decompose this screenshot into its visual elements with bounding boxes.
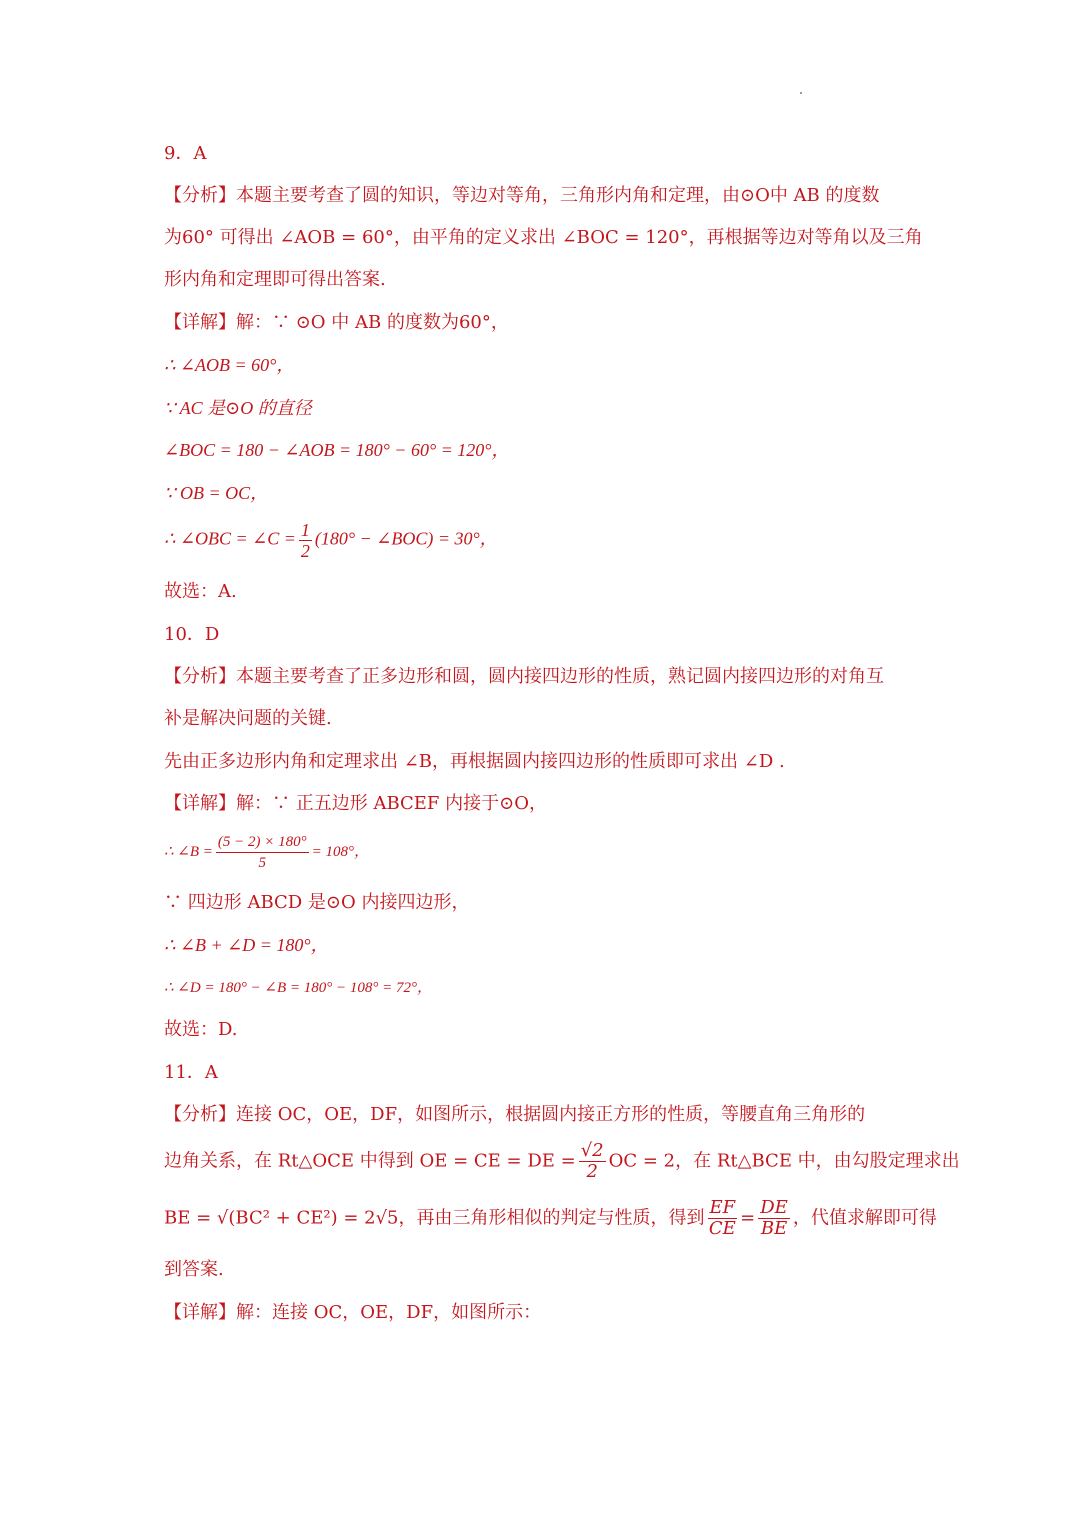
- q9-detail-text-1: 解：∵ ⊙O 中 AB 的度数为60°，: [236, 312, 509, 333]
- q10-step-4: ∴ ∠D = 180° − ∠B = 180° − 108° = 72°，: [164, 980, 433, 996]
- q9-step-5-suffix: (180° − ∠BOC) = 30°，: [314, 528, 498, 549]
- q9-step-5: [164, 520, 498, 561]
- q10-heading: 10．D: [164, 624, 220, 645]
- fraction-denominator: 5: [258, 855, 267, 871]
- fraction-one-half: [299, 520, 312, 561]
- fraction-denominator: 2: [300, 541, 310, 561]
- q11-heading: 11．A: [164, 1062, 218, 1083]
- q11-analysis-line-2: [164, 1141, 960, 1182]
- q10-analysis-line-3: 先由正多边形内角和定理求出 ∠B，再根据圆内接四边形的性质即可求出 ∠D .: [164, 751, 785, 772]
- q9-detail-line-1: [164, 311, 509, 335]
- q10-detail-text-1: 解：∵ 正五边形 ABCEF 内接于⊙O，: [236, 793, 547, 814]
- q9-step-3: ∠BOC = 180 − ∠AOB = 180° − 60° = 120°，: [164, 440, 510, 460]
- fraction-numerator: (5 − 2) × 180°: [216, 832, 309, 853]
- fraction-de-over-be: [758, 1198, 790, 1239]
- q10-answer: 故选：D.: [164, 1019, 238, 1040]
- fraction-numerator: √2: [580, 1140, 604, 1161]
- q10-step-1: [164, 832, 369, 873]
- q11-analysis-line-4: 到答案.: [164, 1259, 224, 1280]
- q11-detail-line-1: [164, 1301, 541, 1325]
- q10-analysis-line-2: 补是解决问题的关键.: [164, 708, 332, 729]
- q10-step-1-suffix: = 108°，: [311, 843, 370, 860]
- q11-analysis-line-3: [164, 1198, 937, 1239]
- q9-analysis-line-3: 形内角和定理即可得出答案.: [164, 269, 386, 290]
- detail-tag: 【详解】: [164, 1302, 236, 1323]
- fraction-denominator: CE: [708, 1218, 736, 1239]
- detail-tag: 【详解】: [164, 312, 236, 333]
- q9-analysis-line-2: 为60° 可得出 ∠AOB = 60°，由平角的定义求出 ∠BOC = 120°，再根据等边对等角以及三角: [164, 227, 923, 248]
- q10-step-2: ∵ 四边形 ABCD 是⊙O 内接四边形，: [164, 892, 470, 913]
- q11-analysis-2-suffix: OC = 2，在 Rt△BCE 中，由勾股定理求出: [608, 1150, 960, 1172]
- fraction-interior-angle: [216, 832, 309, 873]
- q10-detail-line-1: [164, 792, 547, 816]
- q9-step-5-prefix: ∴ ∠OBC = ∠C =: [164, 528, 296, 549]
- fraction-numerator: EF: [709, 1197, 736, 1218]
- analysis-tag: 【分析】: [164, 666, 236, 687]
- q9-heading: 9．A: [164, 143, 207, 164]
- q9-analysis-text-1: 本题主要考查了圆的知识，等边对等角，三角形内角和定理，由⊙O中 AB 的度数: [236, 185, 880, 206]
- fraction-numerator: DE: [760, 1197, 788, 1218]
- q11-analysis-2-prefix: 边角关系，在 Rt△OCE 中得到 OE = CE = DE =: [164, 1150, 576, 1172]
- q10-analysis-text-1: 本题主要考查了正多边形和圆，圆内接四边形的性质，熟记圆内接四边形的对角互: [236, 666, 884, 687]
- analysis-tag: 【分析】: [164, 185, 236, 206]
- fraction-denominator: BE: [760, 1218, 788, 1239]
- q11-analysis-3-prefix: BE = √(BC² + CE²) = 2√5，再由三角形相似的判定与性质，得到: [164, 1207, 705, 1229]
- fraction-denominator: 2: [586, 1161, 598, 1182]
- q9-answer: 故选：A.: [164, 581, 237, 602]
- fraction-ef-over-ce: [708, 1198, 738, 1239]
- fraction-root2-over-2: [579, 1141, 606, 1182]
- q11-detail-text-1: 解：连接 OC，OE，DF，如图所示：: [236, 1302, 542, 1323]
- q11-analysis-line-1: [164, 1103, 865, 1127]
- q10-analysis-line-1: [164, 665, 884, 689]
- equals-sign: =: [740, 1207, 756, 1229]
- q9-step-2: ∵ AC 是⊙O 的直径: [164, 398, 312, 418]
- q11-analysis-text-1: 连接 OC，OE，DF，如图所示，根据圆内接正方形的性质，等腰直角三角形的: [236, 1104, 866, 1125]
- analysis-tag: 【分析】: [164, 1104, 236, 1125]
- q9-step-4: ∵ OB = OC，: [164, 483, 269, 503]
- fraction-numerator: 1: [300, 520, 310, 540]
- q9-analysis-line-1: [164, 184, 880, 208]
- q10-step-3: ∴ ∠B + ∠D = 180°，: [164, 935, 329, 955]
- detail-tag: 【详解】: [164, 793, 236, 814]
- q10-step-1-prefix: ∴ ∠B =: [164, 843, 213, 860]
- page-speck: [800, 92, 802, 94]
- q11-analysis-3-suffix: ，代值求解即可得: [792, 1207, 937, 1229]
- q9-step-1: ∴ ∠AOB = 60°，: [164, 355, 295, 375]
